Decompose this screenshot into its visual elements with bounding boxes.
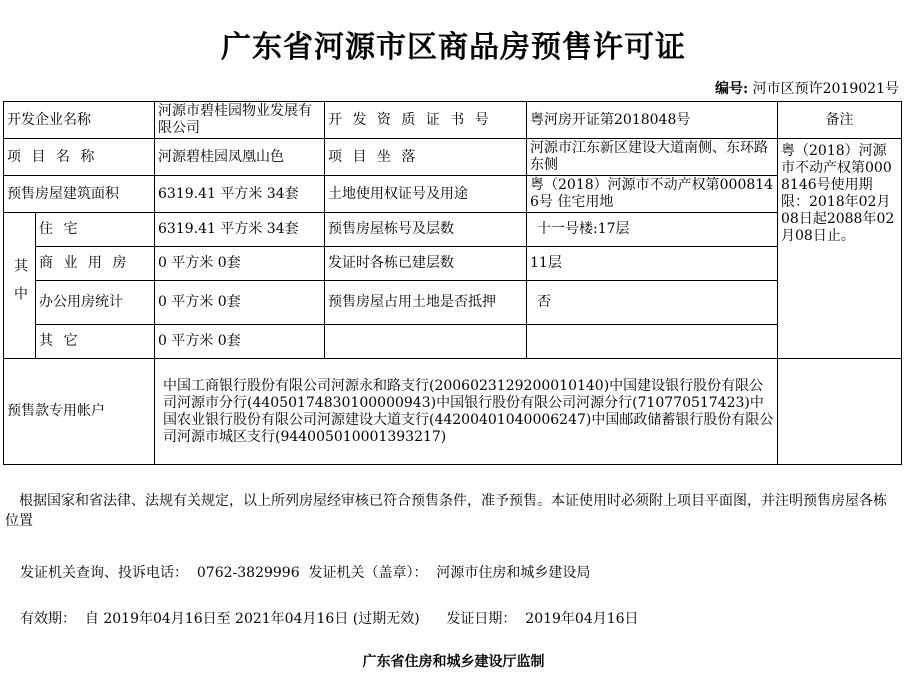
building-value: 十一号楼:17层 bbox=[527, 213, 778, 247]
among-label: 其中 bbox=[4, 213, 36, 359]
account-empty bbox=[778, 359, 902, 465]
remark-value: 粤（2018）河源市不动产权第0008146号使用期限：2018年02月08日起2088年02月08日止。 bbox=[778, 139, 902, 359]
serial-label: 编号: bbox=[715, 81, 749, 97]
serial-value: 河市区预许2019021号 bbox=[752, 81, 899, 97]
project-name-label: 项 目 名 称 bbox=[4, 139, 155, 176]
other-empty-1 bbox=[325, 325, 527, 359]
developer-value: 河源市碧桂园物业发展有限公司 bbox=[155, 102, 325, 139]
built-floors-value: 11层 bbox=[527, 247, 778, 281]
serial-number bbox=[715, 78, 899, 98]
other-label: 其 它 bbox=[36, 325, 155, 359]
commercial-value: 0 平方米 0套 bbox=[155, 247, 325, 281]
office-value: 0 平方米 0套 bbox=[155, 281, 325, 325]
presale-area-label: 预售房屋建筑面积 bbox=[4, 176, 155, 213]
other-empty-2 bbox=[527, 325, 778, 359]
project-location-label: 项 目 坐 落 bbox=[325, 139, 527, 176]
statement-text: 根据国家和省法律、法规有关规定，以上所列房屋经审核已符合预售条件，准予预售。本证使用时必须附上项目平面图，并注明预售房屋各栋位置 bbox=[5, 493, 887, 529]
supervisor-line: 广东省住房和城乡建设厅监制 bbox=[362, 654, 545, 670]
other-value: 0 平方米 0套 bbox=[155, 325, 325, 359]
project-name-value: 河源碧桂园凤凰山色 bbox=[155, 139, 325, 176]
land-cert-value: 粤（2018）河源市不动产权第0008146号 住宅用地 bbox=[527, 176, 778, 213]
certificate-title: 广东省河源市区商品房预售许可证 bbox=[221, 30, 686, 65]
built-floors-label: 发证时各栋已建层数 bbox=[325, 247, 527, 281]
office-label: 办公用房统计 bbox=[36, 281, 155, 325]
commercial-label: 商 业 用 房 bbox=[36, 247, 155, 281]
mortgage-value: 否 bbox=[527, 281, 778, 325]
mortgage-label: 预售房屋占用土地是否抵押 bbox=[325, 281, 527, 325]
account-value: 中国工商银行股份有限公司河源永和路支行(2006023129200010140)中国建设银行股份有限公司河源市分行(44050174830100000943)中国银行股份有限公司河源分行(710770517423)中国农业银行股份有限公司河源建设大道支行(44200401040006247)中国邮政储蓄银行股份有限公司河源市城区支行(944005010001393217) bbox=[155, 359, 778, 465]
presale-area-value: 6319.41 平方米 34套 bbox=[155, 176, 325, 213]
developer-label: 开发企业名称 bbox=[4, 102, 155, 139]
certificate-table bbox=[3, 101, 902, 465]
building-label: 预售房屋栋号及层数 bbox=[325, 213, 527, 247]
contact-line: 发证机关查询、投诉电话： 0762-3829996 发证机关（盖章）： 河源市住房和城乡建设局 bbox=[20, 565, 591, 581]
land-cert-label: 土地使用权证号及用途 bbox=[325, 176, 527, 213]
project-location-value: 河源市江东新区建设大道南侧、东环路东侧 bbox=[527, 139, 778, 176]
remark-label: 备注 bbox=[778, 102, 902, 139]
account-label: 预售款专用帐户 bbox=[4, 359, 155, 465]
qualification-label: 开 发 资 质 证 书 号 bbox=[325, 102, 527, 139]
qualification-value: 粤河房开证第2018048号 bbox=[527, 102, 778, 139]
residential-value: 6319.41 平方米 34套 bbox=[155, 213, 325, 247]
validity-line: 有效期： 自 2019年04月16日至 2021年04月16日 (过期无效) 发证日期： 2019年04月16日 bbox=[20, 611, 639, 627]
residential-label: 住 宅 bbox=[36, 213, 155, 247]
